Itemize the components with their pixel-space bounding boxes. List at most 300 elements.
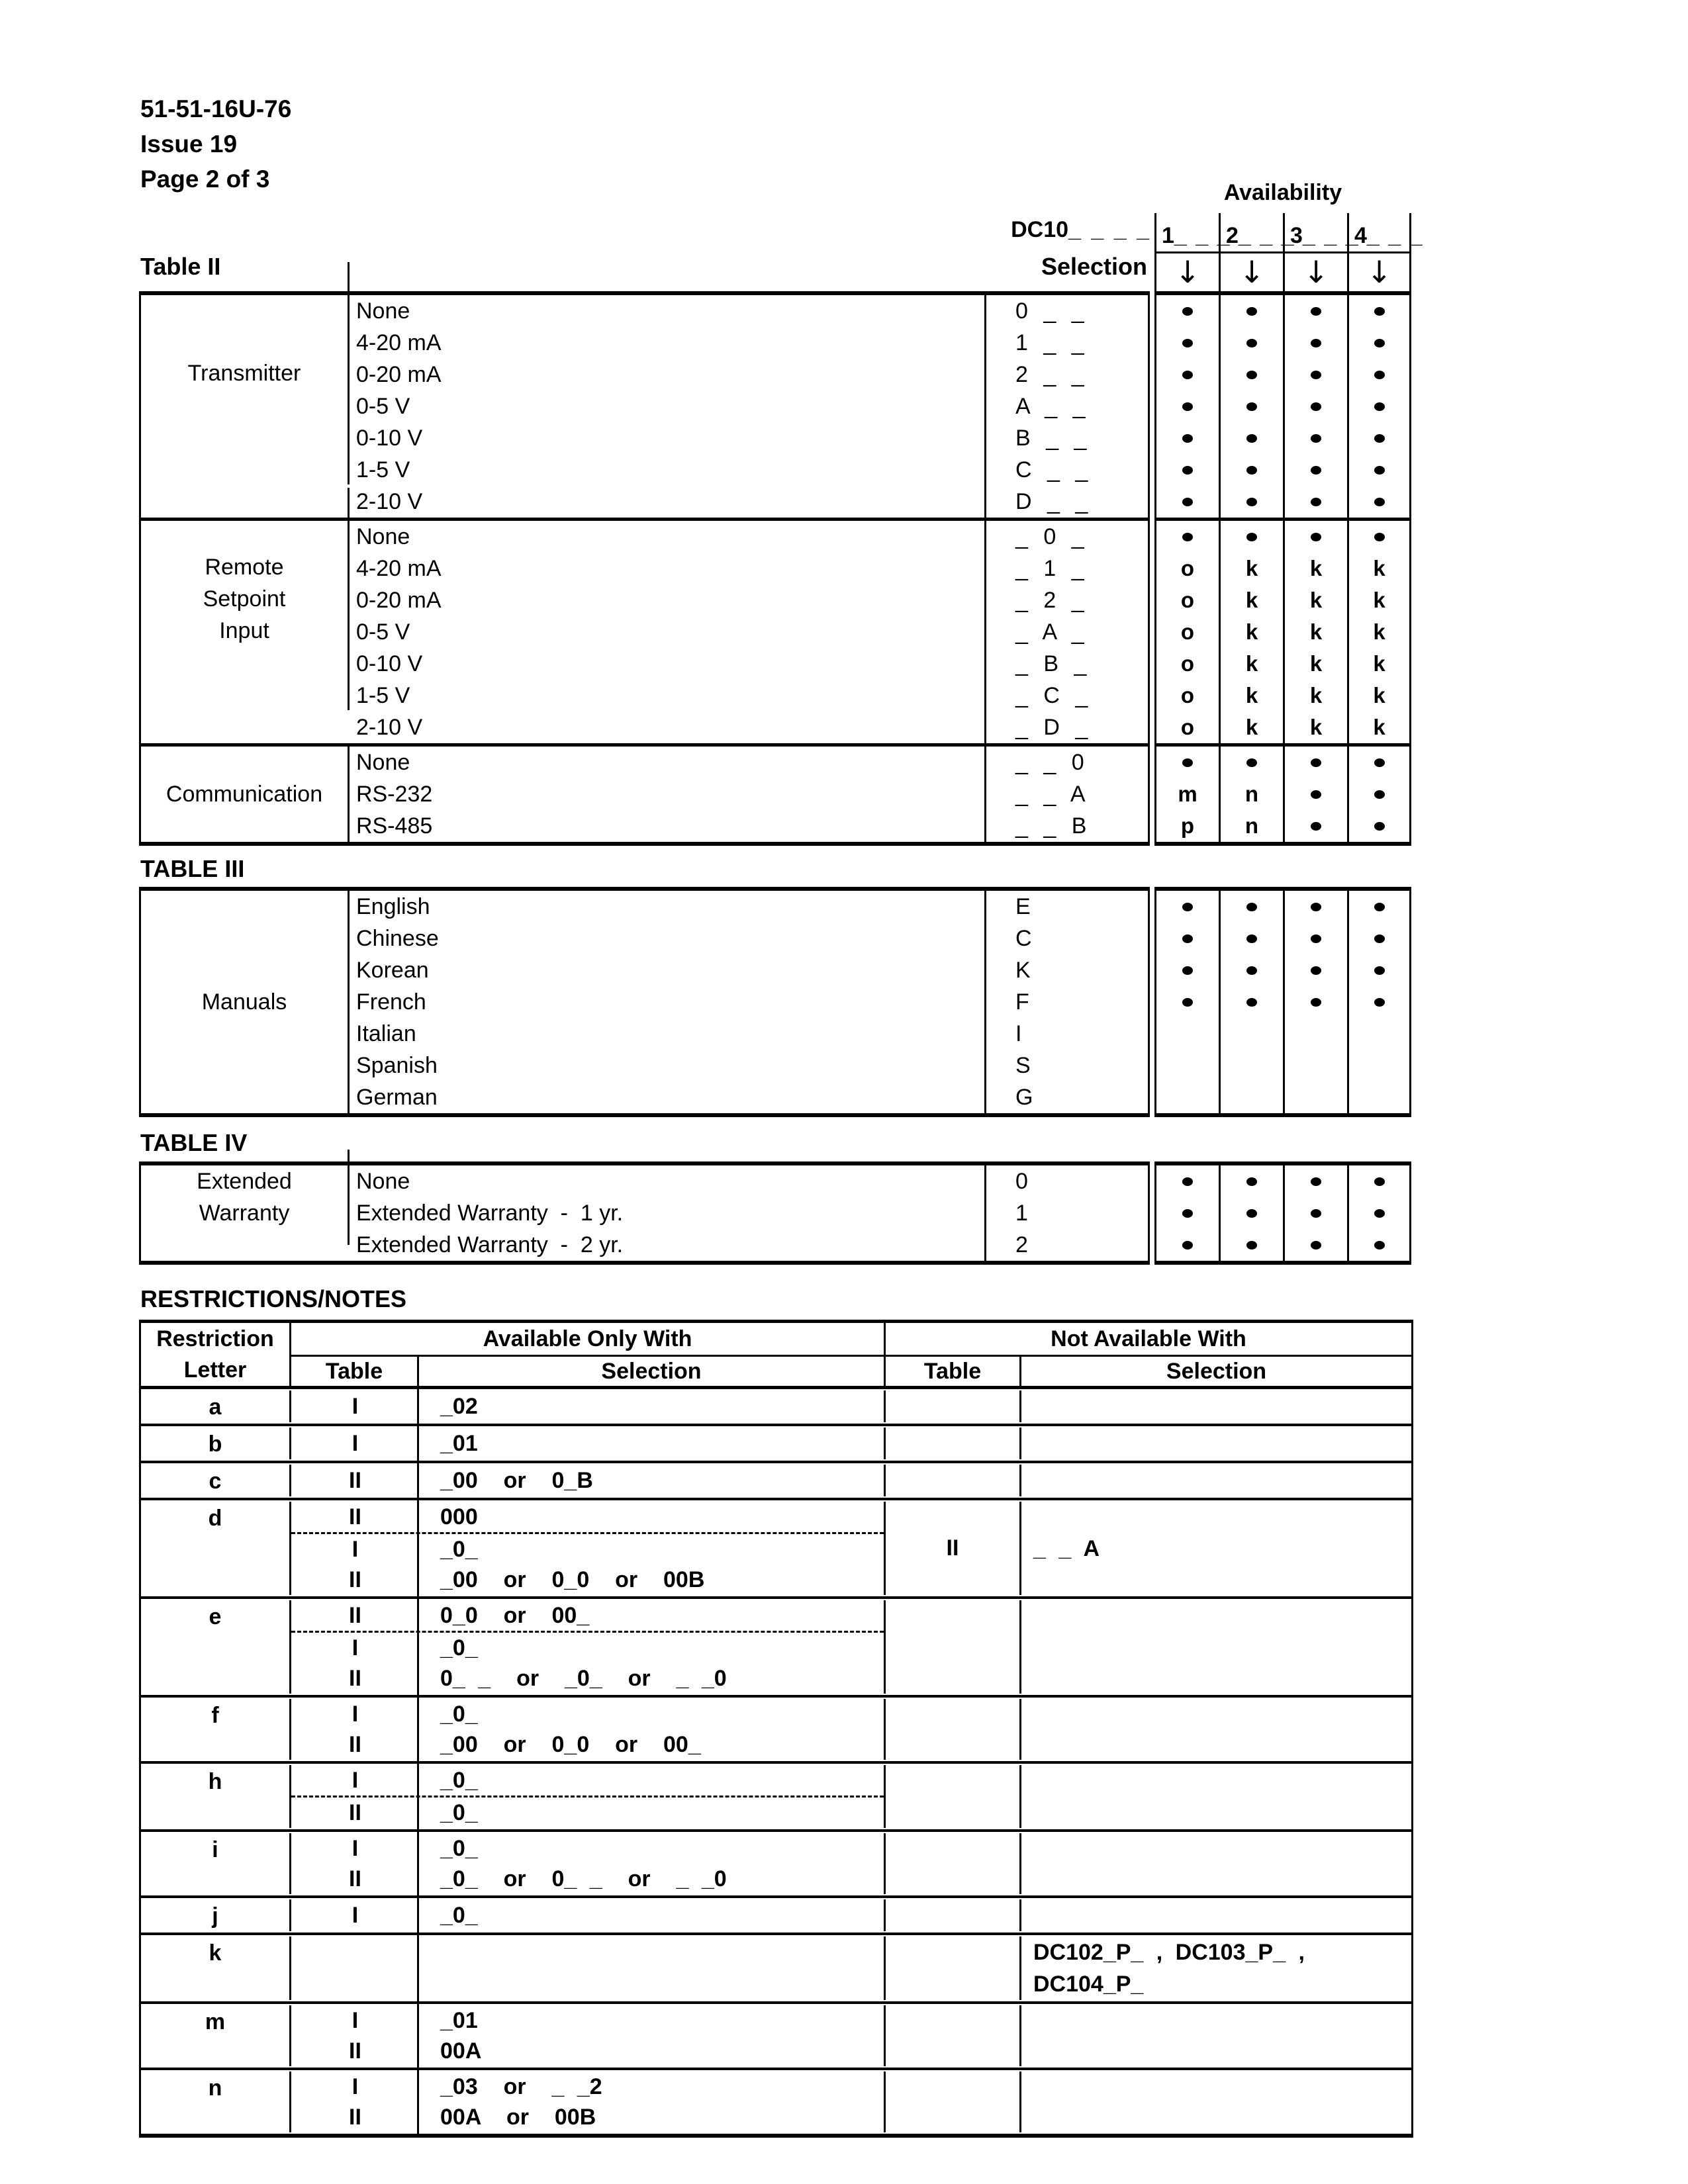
availability-row [1156, 584, 1409, 616]
option-selection-code: _ C _ [1015, 682, 1088, 708]
category-label: Communication [165, 782, 323, 807]
selection-pattern: 00A or 00B [440, 2104, 596, 2130]
restriction-row [141, 1498, 1411, 1596]
availability-cell [1156, 521, 1221, 553]
not-available-selection [1021, 2005, 1411, 2066]
down-arrow-icon: ↓ [1366, 254, 1392, 291]
category-cell [141, 488, 350, 710]
availability-dot-icon [1182, 1177, 1193, 1186]
table2-label: Table II [140, 253, 221, 280]
availability-dot-icon [1311, 790, 1321, 799]
not-available-table-numeral [886, 1390, 1021, 1422]
document-page-indicator: Page 2 of 3 [140, 165, 270, 193]
option-row [350, 986, 1148, 1018]
option-row [350, 954, 1148, 986]
option-selection-code: 0 [1015, 1168, 1028, 1194]
table4-options-table [139, 1161, 1150, 1265]
option-selection-code: A _ _ [1015, 393, 1086, 419]
not-available-selection [1021, 1390, 1411, 1422]
table-roman-numeral: I [352, 1635, 359, 1661]
availability-row [1156, 327, 1409, 359]
option-description: RS-485 [350, 810, 986, 842]
not-available-selection [1021, 1936, 1411, 2000]
restrictions-header-row-2 [141, 1355, 1411, 1386]
table4-label: TABLE IV [140, 1129, 248, 1156]
availability-dot-icon [1182, 307, 1193, 316]
selection-pattern: _00 or 0_0 or 00B [440, 1567, 705, 1592]
category-label: Input [219, 618, 269, 643]
not-available-selection [1021, 1833, 1411, 1894]
option-description: 0-5 V [350, 616, 986, 648]
availability-cell [1285, 747, 1349, 778]
availability-dot-icon [1246, 371, 1257, 379]
table-roman-numeral: I [352, 1430, 359, 1456]
restriction-row [141, 1461, 1411, 1498]
document-header [140, 91, 291, 197]
availability-dot-icon [1374, 966, 1385, 975]
availability-cell [1285, 486, 1349, 518]
table-roman-numeral: I [352, 1767, 359, 1793]
option-row [350, 422, 1148, 454]
option-row [350, 648, 1148, 680]
availability-letter: k [1285, 584, 1349, 616]
availability-cell [1156, 486, 1221, 518]
availability-dot-icon [1246, 758, 1257, 767]
category-label: Manuals [201, 989, 287, 1015]
selection-pattern: _00 or 0_B [440, 1467, 593, 1493]
option-selection-code: _ D _ [1015, 714, 1088, 740]
option-selection-code: _ 2 _ [1015, 587, 1084, 613]
availability-dot-icon [1246, 903, 1257, 911]
availability-cell [1349, 390, 1409, 422]
availability-model-columns [1156, 213, 1423, 251]
availability-dot-icon [1374, 903, 1385, 911]
table4-availability-grid [1154, 1161, 1411, 1265]
availability-cell [1285, 778, 1349, 810]
availability-cell [1349, 1165, 1409, 1197]
option-description: 0-20 mA [350, 359, 986, 390]
availability-cell [1285, 1018, 1349, 1050]
restriction-condition-line [291, 1864, 884, 1894]
availability-dot-icon [1311, 402, 1321, 411]
availability-row [1156, 648, 1409, 680]
availability-cell [1221, 986, 1285, 1018]
option-description: 2-10 V [350, 486, 986, 518]
table-roman-numeral: I [352, 1835, 359, 1861]
option-selection-code: B _ _ [1015, 425, 1087, 451]
availability-cell [1156, 954, 1221, 986]
availability-letter: m [1156, 778, 1221, 810]
restriction-letter: i [141, 1833, 291, 1894]
category-label: Remote [205, 555, 284, 580]
availability-cell [1221, 891, 1285, 923]
not-available-table-numeral [886, 2005, 1021, 2066]
selection-pattern: _0_ [440, 1635, 478, 1661]
availability-cell [1156, 327, 1221, 359]
availability-dot-icon [1311, 998, 1321, 1007]
restriction-condition-line [291, 1565, 884, 1595]
availability-row [1156, 986, 1409, 1018]
table3-label: TABLE III [140, 855, 245, 882]
availability-cell [1285, 390, 1349, 422]
table-roman-numeral: II [349, 1799, 361, 1825]
availability-letter: k [1373, 619, 1385, 644]
availability-dot-icon [1374, 998, 1385, 1007]
availability-dot-icon [1311, 966, 1321, 975]
availability-letter: o [1156, 584, 1221, 616]
option-row [350, 327, 1148, 359]
availability-cell [1156, 986, 1221, 1018]
availability-cell [1285, 454, 1349, 486]
table-section [141, 518, 1148, 743]
not-available-selection-line: _ _ A [1033, 1535, 1100, 1561]
availability-letter: o [1156, 680, 1221, 711]
availability-cell [1156, 923, 1221, 954]
availability-letter: k [1285, 648, 1349, 680]
availability-cell [1349, 1197, 1409, 1229]
restriction-row [141, 1389, 1411, 1424]
not-available-table-numeral [886, 1936, 1021, 2000]
availability-dot-icon [1311, 1241, 1321, 1250]
not-available-selection [1021, 2071, 1411, 2132]
availability-row [1156, 954, 1409, 986]
availability-cell [1156, 422, 1221, 454]
availability-column-3-label: 3_ _ _ [1285, 213, 1349, 251]
option-row [350, 1018, 1148, 1050]
availability-row [1156, 1229, 1409, 1261]
not-available-selection [1021, 1765, 1411, 1828]
availability-letter: k [1373, 683, 1385, 707]
availability-section [1156, 518, 1409, 743]
availability-dot-icon [1374, 758, 1385, 767]
availability-row [1156, 616, 1409, 648]
availability-dot-icon [1374, 1177, 1385, 1186]
availability-dot-icon [1246, 934, 1257, 943]
availability-row [1156, 390, 1409, 422]
restriction-condition-line [291, 1391, 884, 1422]
availability-dot-icon [1246, 402, 1257, 411]
availability-section [1156, 891, 1409, 1113]
option-row [350, 486, 1148, 518]
availability-cell [1285, 359, 1349, 390]
restriction-condition-line [291, 1465, 884, 1496]
availability-row [1156, 891, 1409, 923]
category-cell [141, 891, 350, 1113]
restriction-letter: f [141, 1699, 291, 1760]
table-roman-numeral: II [349, 1665, 361, 1691]
selection-pattern: _00 or 0_0 or 00_ [440, 1731, 701, 1757]
option-row [350, 390, 1148, 422]
option-selection-code: 0 _ _ [1015, 298, 1084, 324]
availability-letter: k [1373, 556, 1385, 580]
availability-dot-icon [1374, 533, 1385, 541]
table3-availability-grid [1154, 887, 1411, 1117]
availability-dot-icon [1246, 998, 1257, 1007]
availability-cell [1349, 986, 1409, 1018]
category-label: Warranty [199, 1201, 290, 1226]
option-selection-code: F [1015, 989, 1029, 1015]
availability-cell [1349, 891, 1409, 923]
selection-pattern: _0_ [440, 1767, 478, 1793]
availability-letter: k [1285, 553, 1349, 584]
option-description: None [350, 295, 986, 327]
restriction-condition-line [291, 1699, 884, 1729]
availability-cell [1285, 1229, 1349, 1261]
selection-pattern: _0_ [440, 1799, 478, 1825]
availability-row [1156, 454, 1409, 486]
restriction-row [141, 1596, 1411, 1695]
availability-dot-icon [1182, 998, 1193, 1007]
option-selection-code: 1 [1015, 1200, 1028, 1226]
not-available-selection [1021, 1699, 1411, 1760]
availability-dot-icon [1374, 434, 1385, 443]
availability-cell [1156, 1229, 1221, 1261]
availability-section [1156, 743, 1409, 842]
availability-cell [1285, 295, 1349, 327]
availability-letter: o [1156, 553, 1221, 584]
availability-dot-icon [1246, 533, 1257, 541]
not-available-selection [1021, 1428, 1411, 1459]
availability-cell [1221, 1197, 1285, 1229]
availability-dot-icon [1182, 533, 1193, 541]
availability-cell [1349, 295, 1409, 327]
availability-cell [1285, 1165, 1349, 1197]
not-available-table-numeral [886, 1833, 1021, 1894]
table3-options-table [139, 887, 1150, 1117]
restriction-letter: e [141, 1600, 291, 1694]
letter-column-header: Letter [141, 1355, 291, 1386]
availability-cell [1221, 1229, 1285, 1261]
restriction-condition-line [291, 1729, 884, 1760]
restriction-letter: m [141, 2005, 291, 2066]
availability-dot-icon [1311, 1209, 1321, 1218]
table-column-header: Table [886, 1355, 1021, 1386]
table-roman-numeral: I [352, 2073, 359, 2099]
table-roman-numeral: I [352, 1902, 359, 1928]
option-selection-code: _ _ A [1015, 781, 1086, 807]
availability-letter: k [1285, 616, 1349, 648]
restriction-condition-line [291, 1797, 884, 1828]
table-roman-numeral: II [349, 1602, 361, 1628]
selection-pattern: 00A [440, 2038, 482, 2064]
availability-dot-icon [1182, 966, 1193, 975]
table-roman-numeral: II [349, 1504, 361, 1529]
availability-dot-icon [1374, 339, 1385, 347]
option-description: 0-10 V [350, 422, 986, 454]
availability-cell [1221, 1050, 1285, 1081]
availability-column-1-label: 1_ _ _ [1156, 213, 1221, 251]
not-available-table-numeral [886, 1899, 1021, 1931]
availability-dot-icon [1374, 1241, 1385, 1250]
availability-cell [1156, 390, 1221, 422]
option-description: 0-10 V [350, 648, 986, 680]
available-only-with-cell [291, 1390, 886, 1422]
option-row [350, 680, 1148, 711]
restriction-condition-line [291, 2005, 884, 2036]
category-label: Setpoint [203, 586, 286, 612]
down-arrow-icon: ↓ [1285, 253, 1349, 292]
restriction-condition-line [291, 1765, 884, 1796]
option-description: Extended Warranty - 1 yr. [350, 1197, 986, 1229]
availability-cell [1221, 390, 1285, 422]
option-row [350, 454, 1148, 486]
down-arrow-icon: ↓ [1156, 253, 1221, 292]
availability-dot-icon [1182, 466, 1193, 475]
restriction-row [141, 1424, 1411, 1461]
option-description: 1-5 V [350, 454, 986, 486]
available-only-with-cell [291, 1699, 886, 1760]
availability-letter: k [1373, 588, 1385, 612]
available-only-with-cell [291, 2005, 886, 2066]
restriction-letter: n [141, 2071, 291, 2132]
restrictions-label: RESTRICTIONS/NOTES [140, 1285, 407, 1312]
option-row [350, 1050, 1148, 1081]
table-roman-numeral: II [349, 1731, 361, 1757]
category-cell [141, 747, 350, 842]
option-description: Spanish [350, 1050, 986, 1081]
availability-dot-icon [1374, 934, 1385, 943]
option-description: None [350, 1165, 986, 1197]
availability-dot-icon [1246, 307, 1257, 316]
selection-pattern: _0_ or 0_ _ or _ _0 [440, 1866, 727, 1891]
not-available-selection [1021, 1899, 1411, 1931]
not-available-table-numeral [886, 1765, 1021, 1828]
category-cell [141, 1150, 350, 1245]
selection-pattern: 000 [440, 1504, 478, 1529]
option-selection-code: 1 _ _ [1015, 330, 1084, 355]
availability-cell [1221, 422, 1285, 454]
restrictions-table [139, 1320, 1413, 2138]
option-description: Korean [350, 954, 986, 986]
option-selection-code: 2 [1015, 1232, 1028, 1257]
availability-letter: o [1156, 711, 1221, 743]
availability-cell [1156, 1081, 1221, 1113]
table-roman-numeral: II [349, 1467, 361, 1493]
table-roman-numeral: II [349, 2038, 361, 2064]
availability-dot-icon [1246, 1209, 1257, 1218]
option-row [350, 359, 1148, 390]
option-selection-code: K [1015, 957, 1031, 983]
availability-dot-icon [1311, 934, 1321, 943]
availability-cell [1285, 327, 1349, 359]
availability-dot-icon [1182, 934, 1193, 943]
availability-cell [1349, 954, 1409, 986]
availability-dot-icon [1311, 758, 1321, 767]
option-selection-code: _ _ B [1015, 813, 1087, 839]
availability-row [1156, 1018, 1409, 1050]
option-selection-code: _ 0 _ [1015, 523, 1084, 549]
restrictions-body [141, 1386, 1411, 2134]
restriction-condition-line [291, 2071, 884, 2102]
option-selection-code: D _ _ [1015, 488, 1088, 514]
availability-row [1156, 923, 1409, 954]
restriction-row [141, 1933, 1411, 2001]
availability-cell [1349, 486, 1409, 518]
availability-dot-icon [1182, 903, 1193, 911]
option-selection-code: _ _ 0 [1015, 749, 1084, 775]
availability-cell [1156, 747, 1221, 778]
availability-cell [1156, 359, 1221, 390]
availability-cell [1285, 521, 1349, 553]
availability-letter: k [1221, 616, 1285, 648]
availability-cell [1349, 1229, 1409, 1261]
availability-cell [1285, 1197, 1349, 1229]
availability-dot-icon [1311, 466, 1321, 475]
option-description: 0-20 mA [350, 584, 986, 616]
availability-dot-icon [1374, 1209, 1385, 1218]
availability-cell [1349, 1050, 1409, 1081]
availability-cell [1221, 486, 1285, 518]
availability-dot-icon [1182, 1241, 1193, 1250]
availability-row [1156, 359, 1409, 390]
availability-dot-icon [1311, 903, 1321, 911]
availability-letter: k [1221, 680, 1285, 711]
selection-pattern: _03 or _ _2 [440, 2073, 602, 2099]
restriction-letter: k [141, 1936, 291, 2000]
option-row [350, 295, 1148, 327]
option-row [350, 923, 1148, 954]
availability-row [1156, 1197, 1409, 1229]
option-row [350, 584, 1148, 616]
restriction-row [141, 1695, 1411, 1761]
availability-cell [1221, 327, 1285, 359]
table2-availability-grid [1154, 291, 1411, 846]
restriction-row [141, 1761, 1411, 1829]
document-number: 51-51-16U-76 [140, 95, 292, 122]
availability-letter: p [1156, 810, 1221, 842]
option-selection-code: _ B _ [1015, 651, 1087, 676]
availability-dot-icon [1246, 966, 1257, 975]
restriction-condition-line [291, 2102, 884, 2132]
selection-pattern: _02 [440, 1393, 478, 1419]
availability-letter: o [1156, 616, 1221, 648]
availability-dot-icon [1182, 1209, 1193, 1218]
available-only-with-cell [291, 1765, 886, 1828]
availability-dot-icon [1246, 1177, 1257, 1186]
not-available-selection-line: DC104_P_ [1033, 1972, 1144, 1997]
restriction-condition-line [291, 1633, 884, 1663]
availability-cell [1285, 986, 1349, 1018]
availability-letter: k [1373, 715, 1385, 739]
availability-dot-icon [1182, 371, 1193, 379]
availability-dot-icon [1311, 533, 1321, 541]
availability-cell [1156, 295, 1221, 327]
availability-dot-icon [1311, 307, 1321, 316]
availability-dot-icon [1374, 822, 1385, 831]
availability-cell [1285, 810, 1349, 842]
availability-cell [1349, 778, 1409, 810]
option-row [350, 1081, 1148, 1113]
available-only-with-cell [291, 1428, 886, 1459]
availability-cell [1221, 295, 1285, 327]
not-available-table-numeral: II [886, 1502, 1021, 1595]
availability-cell [1349, 810, 1409, 842]
restriction-condition-line [291, 1833, 884, 1864]
table-roman-numeral: I [352, 2007, 359, 2033]
availability-letter: n [1221, 778, 1285, 810]
availability-dot-icon [1311, 339, 1321, 347]
option-row [350, 616, 1148, 648]
availability-section [1156, 295, 1409, 518]
table-section [141, 1165, 1148, 1261]
availability-row [1156, 1050, 1409, 1081]
selection-column-header: Selection [419, 1355, 886, 1386]
restriction-condition-line [291, 1428, 884, 1459]
option-row [350, 747, 1148, 778]
restriction-letter: j [141, 1899, 291, 1931]
availability-letter: k [1221, 584, 1285, 616]
availability-row [1156, 1165, 1409, 1197]
